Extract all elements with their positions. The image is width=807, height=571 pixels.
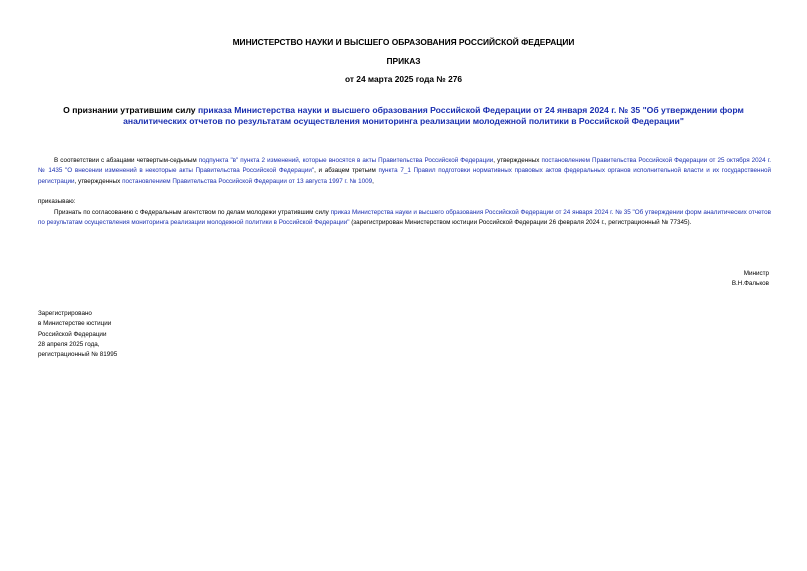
document-title xyxy=(36,105,771,127)
ministry-heading: МИНИСТЕРСТВО НАУКИ И ВЫСШЕГО ОБРАЗОВАНИЯ РОССИЙСКОЙ ФЕДЕРАЦИИ xyxy=(232,37,575,47)
order-word: приказываю: xyxy=(38,198,76,205)
date-number-heading: от 24 марта 2025 года № 276 xyxy=(344,74,463,84)
registration-line: регистрационный № 81995 xyxy=(38,351,118,359)
body-link-order-35[interactable]: приказ Министерства науки и высшего образования Российской Федерации от 24 января 2024 г. № 35 "Об утверждении форм аналитических отчетов по результатам осуществления мониторинга реализации молодежной политики в Российской Федерации" xyxy=(38,209,771,227)
signature-block xyxy=(732,269,769,290)
preamble-link-resolution-1435[interactable]: постановлением Правительства Российской Федерации от 25 октября 2024 г. № 1435 "О внесении изменений в некоторые акты Правительства Российской Федерации" xyxy=(38,157,771,175)
body-text-2: (зарегистрирован Министерством юстиции Российской Федерации 26 февраля 2024 г., регистрационный № 77345). xyxy=(349,219,692,227)
body-paragraph xyxy=(38,208,771,229)
preamble-text-2: , утвержденных xyxy=(493,157,542,164)
registration-line: Российской Федерации xyxy=(38,330,107,338)
title-link-order-35[interactable]: приказа Министерства науки и высшего образования Российской Федерации от 24 января 2024 г. № 35 "Об утверждении форм аналитических отчетов по результатам осуществления мониторинга реализации молодежной политики в Российской Федерации" xyxy=(123,105,744,126)
signature-name: В.Н.Фальков xyxy=(731,280,769,288)
preamble-paragraph xyxy=(38,156,771,187)
registration-line: Зарегистрировано xyxy=(38,310,92,317)
registration-line: в Министерстве юстиции xyxy=(38,320,112,328)
title-prefix: О признании утратившим силу xyxy=(63,105,198,115)
preamble-text-3: , и абзацем третьим xyxy=(314,167,379,175)
signature-position: Министр xyxy=(743,270,769,277)
preamble-link-clause-7-1[interactable]: пункта 7_1 Правил подготовки нормативных правовых актов федеральных органов исполнительной власти и их государственной регистрации xyxy=(38,167,771,185)
doc-type-heading: ПРИКАЗ xyxy=(386,56,421,66)
preamble-link-resolution-1009[interactable]: постановлением Правительства Российской Федерации от 13 августа 1997 г. № 1009 xyxy=(122,177,373,185)
preamble-text-5: , xyxy=(372,177,374,185)
registration-line: 28 апреля 2025 года, xyxy=(38,340,100,348)
preamble-link-subclause[interactable]: подпункта "в" пункта 2 изменений, которые вносятся в акты Правительства Российской Федерации xyxy=(198,157,494,164)
body-text-1: Признать по согласованию с Федеральным агентством по делам молодежи утратившим силу xyxy=(54,209,331,216)
registration-block xyxy=(38,309,117,360)
preamble-text-4: , утвержденных xyxy=(74,177,123,185)
preamble-text-1: В соответствии с абзацами четвертым-седьмым xyxy=(54,157,199,164)
